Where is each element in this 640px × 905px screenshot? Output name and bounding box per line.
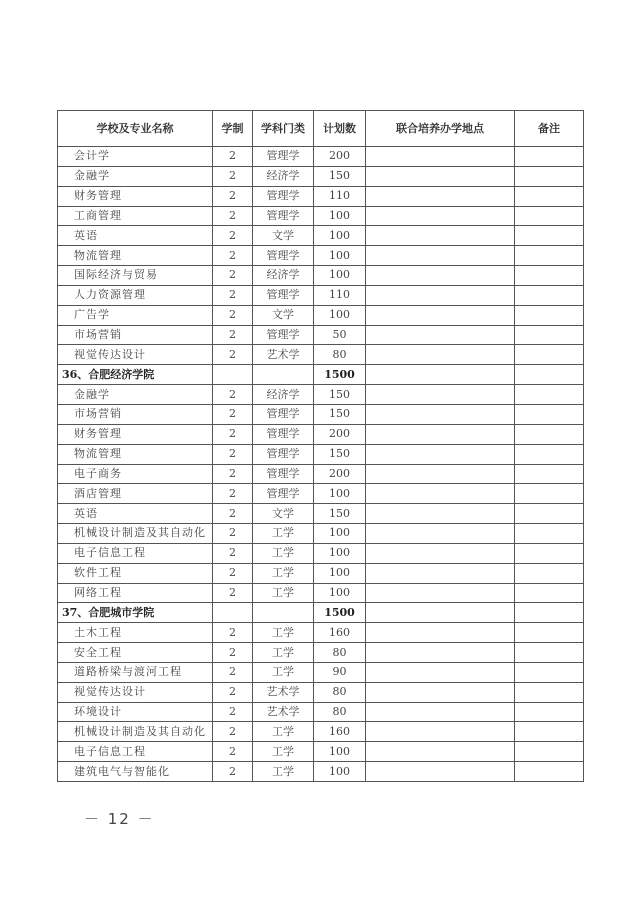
cell-duration: 2 <box>213 722 253 742</box>
cell-duration: 2 <box>213 345 253 365</box>
header-duration: 学制 <box>213 111 253 147</box>
table-row <box>58 504 584 524</box>
cell-name: 网络工程 <box>58 583 213 603</box>
cell-duration: 2 <box>213 325 253 345</box>
table-row <box>58 424 584 444</box>
cell-plan: 100 <box>314 266 366 286</box>
cell-duration: 2 <box>213 543 253 563</box>
cell-name: 市场营销 <box>58 404 213 424</box>
cell-location <box>366 325 515 345</box>
table-row <box>58 524 584 544</box>
cell-remarks <box>515 484 584 504</box>
table-row <box>58 543 584 563</box>
cell-name: 机械设计制造及其自动化 <box>58 722 213 742</box>
cell-name: 物流管理 <box>58 444 213 464</box>
cell-name: 安全工程 <box>58 643 213 663</box>
cell-remarks <box>515 643 584 663</box>
cell-name: 工商管理 <box>58 206 213 226</box>
cell-location <box>366 285 515 305</box>
table-row <box>58 285 584 305</box>
cell-location <box>366 147 515 167</box>
cell-duration: 2 <box>213 226 253 246</box>
cell-category: 艺术学 <box>253 345 314 365</box>
cell-duration: 2 <box>213 285 253 305</box>
cell-category: 工学 <box>253 742 314 762</box>
cell-duration: 2 <box>213 662 253 682</box>
cell-remarks <box>515 543 584 563</box>
cell-plan: 80 <box>314 702 366 722</box>
cell-plan: 150 <box>314 166 366 186</box>
cell-plan: 100 <box>314 762 366 782</box>
cell-remarks <box>515 583 584 603</box>
cell-category: 管理学 <box>253 285 314 305</box>
cell-category: 艺术学 <box>253 702 314 722</box>
cell-location <box>366 583 515 603</box>
cell-category: 经济学 <box>253 385 314 405</box>
cell-remarks <box>515 682 584 702</box>
cell-plan: 150 <box>314 504 366 524</box>
table-row <box>58 464 584 484</box>
table-row <box>58 404 584 424</box>
cell-plan: 200 <box>314 424 366 444</box>
cell-plan: 110 <box>314 285 366 305</box>
cell-category: 工学 <box>253 524 314 544</box>
cell-plan: 150 <box>314 385 366 405</box>
cell-category: 工学 <box>253 643 314 663</box>
cell-name: 财务管理 <box>58 186 213 206</box>
table-row <box>58 325 584 345</box>
cell-remarks <box>515 147 584 167</box>
cell-duration: 2 <box>213 147 253 167</box>
cell-remarks <box>515 186 584 206</box>
cell-category: 工学 <box>253 662 314 682</box>
cell-remarks <box>515 246 584 266</box>
cell-category: 工学 <box>253 722 314 742</box>
cell-remarks <box>515 266 584 286</box>
cell-location <box>366 543 515 563</box>
cell-name: 金融学 <box>58 385 213 405</box>
cell-location <box>366 345 515 365</box>
cell-remarks <box>515 424 584 444</box>
cell-category: 管理学 <box>253 186 314 206</box>
table-row <box>58 563 584 583</box>
cell-duration: 2 <box>213 266 253 286</box>
cell-plan: 1500 <box>314 603 366 623</box>
cell-remarks <box>515 722 584 742</box>
cell-plan: 110 <box>314 186 366 206</box>
table-row <box>58 186 584 206</box>
cell-remarks <box>515 166 584 186</box>
cell-location <box>366 305 515 325</box>
cell-location <box>366 206 515 226</box>
cell-duration: 2 <box>213 385 253 405</box>
cell-plan: 160 <box>314 722 366 742</box>
table-row <box>58 682 584 702</box>
cell-name: 机械设计制造及其自动化 <box>58 524 213 544</box>
school-section-row <box>58 603 584 623</box>
table-header-row <box>58 111 584 147</box>
cell-remarks <box>515 762 584 782</box>
cell-location <box>366 662 515 682</box>
table-row <box>58 206 584 226</box>
cell-category: 管理学 <box>253 325 314 345</box>
cell-location <box>366 444 515 464</box>
cell-location <box>366 186 515 206</box>
cell-location <box>366 742 515 762</box>
cell-name: 环境设计 <box>58 702 213 722</box>
table-row <box>58 742 584 762</box>
cell-remarks <box>515 285 584 305</box>
cell-duration: 2 <box>213 444 253 464</box>
cell-location <box>366 702 515 722</box>
cell-name: 广告学 <box>58 305 213 325</box>
cell-plan: 100 <box>314 246 366 266</box>
cell-name: 道路桥梁与渡河工程 <box>58 662 213 682</box>
cell-name: 37、合肥城市学院 <box>58 603 213 623</box>
cell-name: 国际经济与贸易 <box>58 266 213 286</box>
cell-name: 英语 <box>58 226 213 246</box>
table-row <box>58 583 584 603</box>
cell-location <box>366 365 515 385</box>
cell-category: 管理学 <box>253 464 314 484</box>
cell-location <box>366 603 515 623</box>
cell-duration: 2 <box>213 464 253 484</box>
cell-location <box>366 623 515 643</box>
cell-remarks <box>515 464 584 484</box>
table-row <box>58 345 584 365</box>
page-number: － 12 － <box>84 810 155 828</box>
cell-remarks <box>515 524 584 544</box>
cell-location <box>366 404 515 424</box>
cell-plan: 50 <box>314 325 366 345</box>
cell-location <box>366 385 515 405</box>
cell-duration: 2 <box>213 682 253 702</box>
cell-duration <box>213 603 253 623</box>
cell-duration: 2 <box>213 524 253 544</box>
cell-duration: 2 <box>213 504 253 524</box>
cell-duration: 2 <box>213 762 253 782</box>
cell-category: 工学 <box>253 623 314 643</box>
table-row <box>58 246 584 266</box>
table-row <box>58 662 584 682</box>
cell-plan: 90 <box>314 662 366 682</box>
cell-duration: 2 <box>213 166 253 186</box>
table-row <box>58 444 584 464</box>
cell-remarks <box>515 325 584 345</box>
cell-location <box>366 464 515 484</box>
cell-plan: 100 <box>314 305 366 325</box>
cell-remarks <box>515 662 584 682</box>
cell-category: 经济学 <box>253 166 314 186</box>
cell-plan: 100 <box>314 583 366 603</box>
cell-remarks <box>515 742 584 762</box>
cell-name: 财务管理 <box>58 424 213 444</box>
header-location: 联合培养办学地点 <box>366 111 515 147</box>
cell-category: 工学 <box>253 563 314 583</box>
cell-plan: 100 <box>314 524 366 544</box>
cell-category <box>253 365 314 385</box>
cell-name: 土木工程 <box>58 623 213 643</box>
cell-location <box>366 226 515 246</box>
cell-plan: 1500 <box>314 365 366 385</box>
cell-location <box>366 682 515 702</box>
cell-name: 电子商务 <box>58 464 213 484</box>
cell-name: 视觉传达设计 <box>58 345 213 365</box>
cell-location <box>366 424 515 444</box>
cell-plan: 100 <box>314 226 366 246</box>
cell-remarks <box>515 702 584 722</box>
cell-category: 管理学 <box>253 404 314 424</box>
cell-remarks <box>515 365 584 385</box>
cell-category: 管理学 <box>253 484 314 504</box>
cell-duration <box>213 365 253 385</box>
cell-name: 英语 <box>58 504 213 524</box>
table-row <box>58 722 584 742</box>
cell-remarks <box>515 206 584 226</box>
cell-duration: 2 <box>213 702 253 722</box>
cell-remarks <box>515 623 584 643</box>
cell-name: 市场营销 <box>58 325 213 345</box>
cell-location <box>366 266 515 286</box>
table-row <box>58 762 584 782</box>
cell-duration: 2 <box>213 643 253 663</box>
table-row <box>58 623 584 643</box>
cell-remarks <box>515 603 584 623</box>
header-category: 学科门类 <box>253 111 314 147</box>
cell-remarks <box>515 345 584 365</box>
header-name: 学校及专业名称 <box>58 111 213 147</box>
cell-plan: 150 <box>314 444 366 464</box>
cell-plan: 200 <box>314 147 366 167</box>
cell-location <box>366 722 515 742</box>
table-row <box>58 305 584 325</box>
cell-plan: 150 <box>314 404 366 424</box>
cell-plan: 80 <box>314 345 366 365</box>
cell-remarks <box>515 504 584 524</box>
school-section-row <box>58 365 584 385</box>
cell-location <box>366 563 515 583</box>
cell-category: 工学 <box>253 543 314 563</box>
cell-remarks <box>515 226 584 246</box>
cell-name: 人力资源管理 <box>58 285 213 305</box>
cell-remarks <box>515 563 584 583</box>
cell-plan: 200 <box>314 464 366 484</box>
cell-category: 艺术学 <box>253 682 314 702</box>
cell-plan: 100 <box>314 543 366 563</box>
cell-remarks <box>515 385 584 405</box>
cell-plan: 80 <box>314 682 366 702</box>
cell-category: 经济学 <box>253 266 314 286</box>
cell-name: 36、合肥经济学院 <box>58 365 213 385</box>
cell-category: 文学 <box>253 226 314 246</box>
header-plan: 计划数 <box>314 111 366 147</box>
cell-duration: 2 <box>213 206 253 226</box>
cell-duration: 2 <box>213 305 253 325</box>
cell-name: 酒店管理 <box>58 484 213 504</box>
cell-location <box>366 643 515 663</box>
cell-name: 电子信息工程 <box>58 742 213 762</box>
table-row <box>58 166 584 186</box>
cell-category: 管理学 <box>253 424 314 444</box>
cell-category: 管理学 <box>253 444 314 464</box>
cell-name: 建筑电气与智能化 <box>58 762 213 782</box>
cell-remarks <box>515 305 584 325</box>
cell-category: 工学 <box>253 583 314 603</box>
cell-remarks <box>515 404 584 424</box>
cell-location <box>366 524 515 544</box>
cell-plan: 80 <box>314 643 366 663</box>
cell-plan: 160 <box>314 623 366 643</box>
cell-plan: 100 <box>314 742 366 762</box>
cell-plan: 100 <box>314 563 366 583</box>
cell-name: 电子信息工程 <box>58 543 213 563</box>
cell-location <box>366 504 515 524</box>
cell-name: 软件工程 <box>58 563 213 583</box>
cell-name: 金融学 <box>58 166 213 186</box>
table-body <box>58 147 584 782</box>
cell-category: 管理学 <box>253 246 314 266</box>
cell-duration: 2 <box>213 424 253 444</box>
cell-duration: 2 <box>213 563 253 583</box>
cell-category <box>253 603 314 623</box>
cell-duration: 2 <box>213 404 253 424</box>
cell-location <box>366 762 515 782</box>
cell-remarks <box>515 444 584 464</box>
cell-name: 物流管理 <box>58 246 213 266</box>
cell-name: 会计学 <box>58 147 213 167</box>
cell-category: 工学 <box>253 762 314 782</box>
table-row <box>58 702 584 722</box>
header-remarks: 备注 <box>515 111 584 147</box>
cell-category: 文学 <box>253 504 314 524</box>
cell-duration: 2 <box>213 484 253 504</box>
cell-location <box>366 484 515 504</box>
cell-duration: 2 <box>213 246 253 266</box>
table-row <box>58 385 584 405</box>
table-row <box>58 147 584 167</box>
cell-location <box>366 246 515 266</box>
cell-location <box>366 166 515 186</box>
table-row <box>58 643 584 663</box>
enrollment-plan-table <box>57 110 584 782</box>
table-row <box>58 226 584 246</box>
cell-duration: 2 <box>213 583 253 603</box>
table-row <box>58 266 584 286</box>
cell-duration: 2 <box>213 742 253 762</box>
cell-duration: 2 <box>213 186 253 206</box>
table-row <box>58 484 584 504</box>
cell-plan: 100 <box>314 206 366 226</box>
cell-plan: 100 <box>314 484 366 504</box>
cell-category: 管理学 <box>253 206 314 226</box>
cell-category: 文学 <box>253 305 314 325</box>
cell-name: 视觉传达设计 <box>58 682 213 702</box>
cell-category: 管理学 <box>253 147 314 167</box>
cell-duration: 2 <box>213 623 253 643</box>
